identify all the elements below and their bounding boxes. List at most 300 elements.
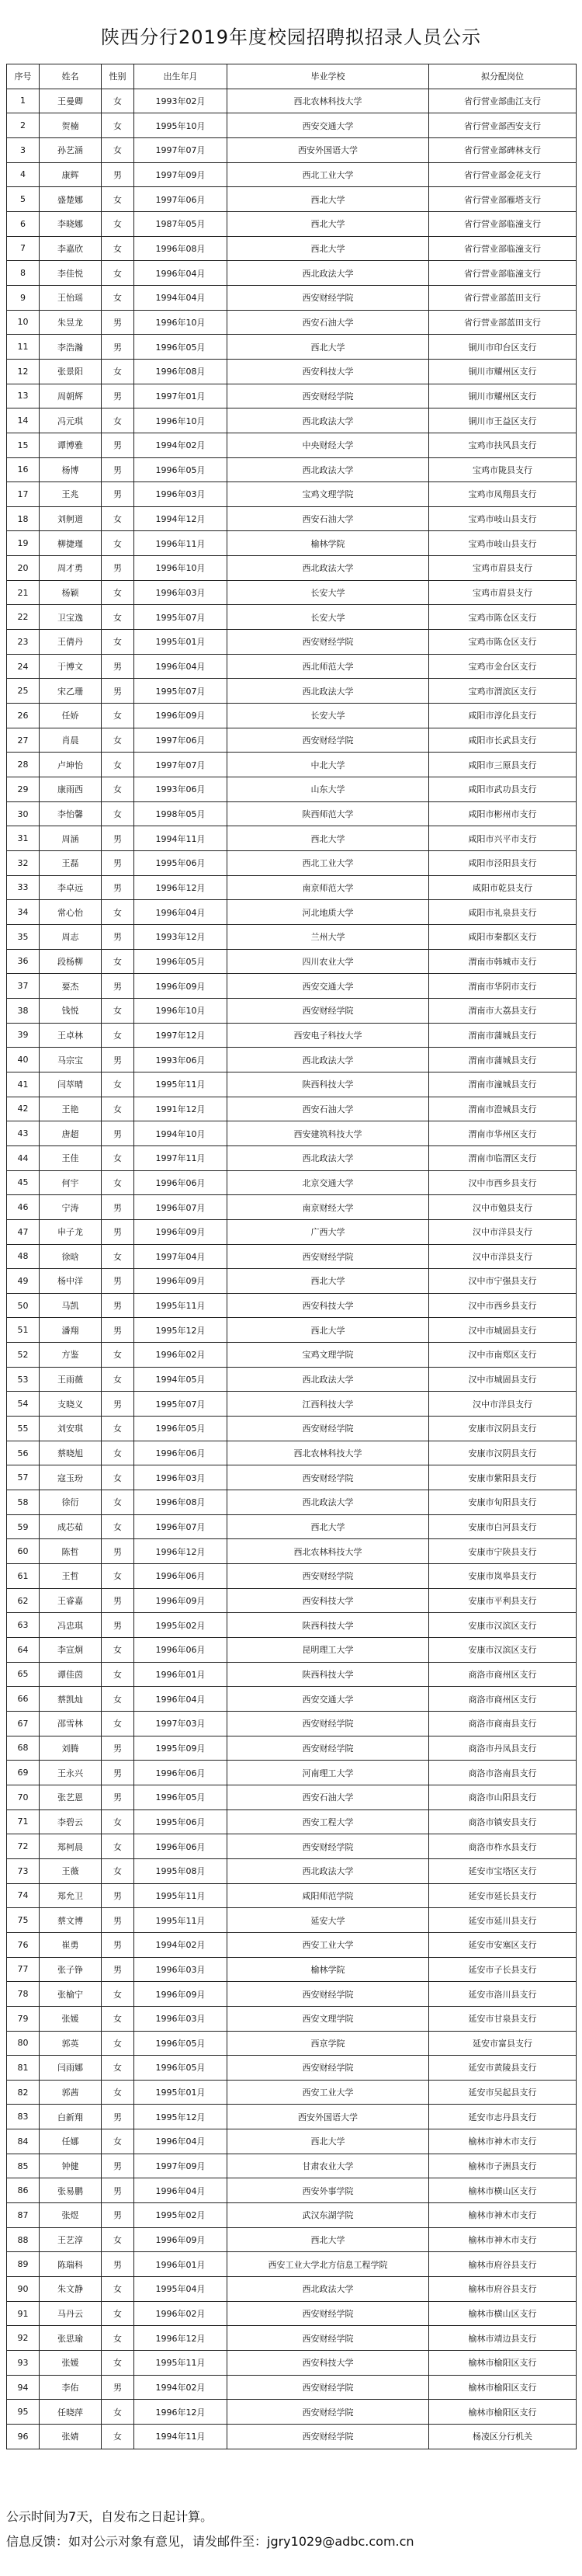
cell-gender: 男 xyxy=(102,1613,134,1638)
cell-position: 榆林市府谷县支行 xyxy=(429,2252,577,2277)
cell-school: 西北大学 xyxy=(227,1318,429,1343)
cell-name: 王倩丹 xyxy=(40,630,102,655)
table-row xyxy=(7,2105,577,2129)
cell-name: 冯忠琪 xyxy=(40,1613,102,1638)
cell-birth: 1993年06月 xyxy=(134,1048,227,1072)
table-row xyxy=(7,1564,577,1589)
table-row xyxy=(7,408,577,433)
table-row xyxy=(7,1809,577,1834)
cell-birth: 1998年05月 xyxy=(134,801,227,826)
cell-position: 宝鸡市岐山县支行 xyxy=(429,506,577,531)
cell-index: 71 xyxy=(7,1809,40,1834)
cell-position: 延安市志丹县支行 xyxy=(429,2105,577,2129)
cell-school: 西北政法大学 xyxy=(227,261,429,286)
cell-name: 周涵 xyxy=(40,826,102,851)
cell-index: 35 xyxy=(7,924,40,949)
cell-birth: 1996年02月 xyxy=(134,1343,227,1368)
cell-birth: 1994年04月 xyxy=(134,285,227,310)
cell-index: 36 xyxy=(7,949,40,974)
cell-name: 杨中洋 xyxy=(40,1269,102,1294)
cell-position: 延安市延川县支行 xyxy=(429,1908,577,1933)
table-row xyxy=(7,1883,577,1908)
cell-name: 陈瑞科 xyxy=(40,2252,102,2277)
cell-position: 榆林市靖边县支行 xyxy=(429,2326,577,2351)
cell-name: 钟健 xyxy=(40,2154,102,2178)
cell-birth: 1996年01月 xyxy=(134,2252,227,2277)
table-row xyxy=(7,1465,577,1490)
cell-gender: 男 xyxy=(102,851,134,876)
cell-school: 西北政法大学 xyxy=(227,1367,429,1392)
cell-birth: 1996年03月 xyxy=(134,580,227,605)
cell-position: 商洛市镇安县支行 xyxy=(429,1809,577,1834)
cell-birth: 1997年11月 xyxy=(134,1145,227,1170)
cell-gender: 女 xyxy=(102,2006,134,2031)
cell-position: 榆林市榆阳区支行 xyxy=(429,2351,577,2376)
table-row xyxy=(7,1539,577,1564)
cell-index: 21 xyxy=(7,580,40,605)
cell-gender: 男 xyxy=(102,1293,134,1318)
cell-gender: 男 xyxy=(102,1219,134,1244)
cell-position: 宝鸡市陇县支行 xyxy=(429,457,577,482)
cell-school: 西安工业大学 xyxy=(227,1932,429,1957)
cell-school: 西北政法大学 xyxy=(227,556,429,581)
cell-name: 谭佳茵 xyxy=(40,1662,102,1687)
cell-index: 77 xyxy=(7,1957,40,1982)
cell-gender: 女 xyxy=(102,1638,134,1663)
cell-birth: 1996年09月 xyxy=(134,1269,227,1294)
cell-school: 西北大学 xyxy=(227,187,429,212)
cell-gender: 女 xyxy=(102,1097,134,1121)
cell-gender: 男 xyxy=(102,654,134,679)
cell-school: 陕西科技大学 xyxy=(227,1613,429,1638)
cell-index: 14 xyxy=(7,408,40,433)
cell-index: 69 xyxy=(7,1761,40,1785)
cell-school: 中央财经大学 xyxy=(227,433,429,457)
cell-position: 咸阳市秦都区支行 xyxy=(429,924,577,949)
table-row xyxy=(7,1417,577,1441)
cell-index: 17 xyxy=(7,482,40,507)
cell-name: 王佳 xyxy=(40,1145,102,1170)
cell-index: 49 xyxy=(7,1269,40,1294)
cell-index: 58 xyxy=(7,1490,40,1515)
cell-position: 省行营业部临潼支行 xyxy=(429,236,577,261)
table-row xyxy=(7,531,577,556)
cell-position: 汉中市城固县支行 xyxy=(429,1318,577,1343)
cell-school: 西安财经学院 xyxy=(227,384,429,408)
cell-index: 39 xyxy=(7,1023,40,1048)
cell-position: 榆林市榆阳区支行 xyxy=(429,2375,577,2400)
table-row xyxy=(7,187,577,212)
table-header-row xyxy=(7,64,577,89)
cell-name: 张婧 xyxy=(40,2425,102,2449)
table-row xyxy=(7,285,577,310)
cell-name: 蔡文博 xyxy=(40,1908,102,1933)
cell-birth: 1996年06月 xyxy=(134,1564,227,1589)
cell-position: 延安市黄陵县支行 xyxy=(429,2056,577,2081)
cell-school: 广西大学 xyxy=(227,1219,429,1244)
cell-school: 西安财经学院 xyxy=(227,2301,429,2326)
cell-index: 79 xyxy=(7,2006,40,2031)
cell-school: 西北政法大学 xyxy=(227,679,429,704)
cell-school: 西北政法大学 xyxy=(227,1858,429,1883)
table-row xyxy=(7,1293,577,1318)
cell-school: 西安工程大学 xyxy=(227,1809,429,1834)
cell-index: 37 xyxy=(7,974,40,999)
cell-index: 6 xyxy=(7,211,40,236)
cell-birth: 1996年06月 xyxy=(134,1441,227,1465)
cell-school: 榆林学院 xyxy=(227,531,429,556)
cell-birth: 1993年06月 xyxy=(134,777,227,802)
cell-index: 66 xyxy=(7,1687,40,1712)
cell-birth: 1996年03月 xyxy=(134,482,227,507)
cell-name: 柳捷瑾 xyxy=(40,531,102,556)
cell-gender: 女 xyxy=(102,704,134,728)
cell-school: 南京师范大学 xyxy=(227,875,429,900)
cell-birth: 1996年06月 xyxy=(134,1761,227,1785)
cell-position: 延安市富县支行 xyxy=(429,2031,577,2056)
cell-birth: 1996年08月 xyxy=(134,236,227,261)
table-row xyxy=(7,1514,577,1539)
cell-name: 何宇 xyxy=(40,1170,102,1195)
cell-name: 周才勇 xyxy=(40,556,102,581)
cell-index: 54 xyxy=(7,1392,40,1417)
cell-birth: 1995年04月 xyxy=(134,2277,227,2302)
cell-index: 51 xyxy=(7,1318,40,1343)
cell-index: 28 xyxy=(7,753,40,777)
cell-name: 申子龙 xyxy=(40,1219,102,1244)
cell-position: 汉中市宁强县支行 xyxy=(429,1269,577,1294)
table-row xyxy=(7,1932,577,1957)
cell-birth: 1993年12月 xyxy=(134,924,227,949)
cell-gender: 女 xyxy=(102,2277,134,2302)
cell-birth: 1994年02月 xyxy=(134,2375,227,2400)
cell-name: 张榆宁 xyxy=(40,1982,102,2007)
table-row xyxy=(7,605,577,630)
cell-school: 西北农林科技大学 xyxy=(227,1539,429,1564)
cell-name: 常心怡 xyxy=(40,900,102,925)
cell-name: 张思瑜 xyxy=(40,2326,102,2351)
cell-gender: 男 xyxy=(102,2154,134,2178)
cell-index: 11 xyxy=(7,335,40,360)
cell-index: 40 xyxy=(7,1048,40,1072)
page-title: 陕西分行2019年度校园招聘拟招录人员公示 xyxy=(100,26,482,48)
cell-gender: 男 xyxy=(102,679,134,704)
table-row xyxy=(7,2301,577,2326)
cell-name: 王哲 xyxy=(40,1564,102,1589)
cell-name: 郑允卫 xyxy=(40,1883,102,1908)
cell-position: 安康市平利县支行 xyxy=(429,1588,577,1613)
cell-index: 23 xyxy=(7,630,40,655)
cell-birth: 1996年07月 xyxy=(134,1195,227,1220)
table-row xyxy=(7,556,577,581)
cell-name: 马凯 xyxy=(40,1293,102,1318)
cell-birth: 1996年03月 xyxy=(134,1465,227,1490)
cell-school: 西北工业大学 xyxy=(227,162,429,187)
cell-school: 西北大学 xyxy=(227,236,429,261)
cell-index: 12 xyxy=(7,359,40,384)
cell-school: 西安财经学院 xyxy=(227,2375,429,2400)
header-position: 拟分配岗位 xyxy=(429,64,577,89)
cell-gender: 女 xyxy=(102,998,134,1023)
cell-name: 刘安琪 xyxy=(40,1417,102,1441)
cell-gender: 女 xyxy=(102,285,134,310)
cell-index: 70 xyxy=(7,1785,40,1809)
cell-birth: 1997年09月 xyxy=(134,2154,227,2178)
cell-gender: 女 xyxy=(102,1465,134,1490)
cell-index: 89 xyxy=(7,2252,40,2277)
cell-position: 汉中市洋县支行 xyxy=(429,1244,577,1269)
table-row xyxy=(7,310,577,335)
cell-birth: 1995年11月 xyxy=(134,1908,227,1933)
cell-school: 河南理工大学 xyxy=(227,1761,429,1785)
cell-gender: 女 xyxy=(102,359,134,384)
cell-name: 陈哲 xyxy=(40,1539,102,1564)
cell-index: 44 xyxy=(7,1145,40,1170)
cell-birth: 1995年12月 xyxy=(134,2105,227,2129)
cell-name: 宁涛 xyxy=(40,1195,102,1220)
cell-index: 8 xyxy=(7,261,40,286)
cell-birth: 1996年01月 xyxy=(134,1662,227,1687)
cell-index: 84 xyxy=(7,2129,40,2154)
cell-gender: 男 xyxy=(102,335,134,360)
cell-index: 83 xyxy=(7,2105,40,2129)
cell-gender: 女 xyxy=(102,2227,134,2252)
cell-index: 82 xyxy=(7,2080,40,2105)
cell-index: 88 xyxy=(7,2227,40,2252)
cell-birth: 1995年07月 xyxy=(134,1392,227,1417)
cell-school: 西北政法大学 xyxy=(227,2277,429,2302)
cell-name: 王磊 xyxy=(40,851,102,876)
table-row xyxy=(7,1244,577,1269)
cell-gender: 男 xyxy=(102,1392,134,1417)
cell-gender: 女 xyxy=(102,1809,134,1834)
table-row xyxy=(7,777,577,802)
cell-birth: 1996年11月 xyxy=(134,531,227,556)
cell-index: 64 xyxy=(7,1638,40,1663)
table-row xyxy=(7,236,577,261)
cell-school: 长安大学 xyxy=(227,704,429,728)
cell-name: 段杨柳 xyxy=(40,949,102,974)
cell-position: 咸阳市武功县支行 xyxy=(429,777,577,802)
cell-birth: 1996年12月 xyxy=(134,1539,227,1564)
cell-index: 81 xyxy=(7,2056,40,2081)
cell-school: 长安大学 xyxy=(227,605,429,630)
cell-gender: 女 xyxy=(102,630,134,655)
cell-position: 安康市白河县支行 xyxy=(429,1514,577,1539)
cell-school: 西北大学 xyxy=(227,1269,429,1294)
table-row xyxy=(7,1957,577,1982)
cell-gender: 女 xyxy=(102,2129,134,2154)
cell-index: 1 xyxy=(7,89,40,113)
cell-name: 成芯茹 xyxy=(40,1514,102,1539)
table-row xyxy=(7,1097,577,1121)
cell-school: 西京学院 xyxy=(227,2031,429,2056)
applicant-table xyxy=(6,64,577,2449)
table-row xyxy=(7,900,577,925)
cell-school: 宝鸡文理学院 xyxy=(227,482,429,507)
cell-index: 53 xyxy=(7,1367,40,1392)
cell-position: 渭南市蒲城县支行 xyxy=(429,1023,577,1048)
cell-birth: 1994年11月 xyxy=(134,826,227,851)
cell-name: 张艺恩 xyxy=(40,1785,102,1809)
cell-gender: 女 xyxy=(102,2425,134,2449)
cell-gender: 男 xyxy=(102,2105,134,2129)
cell-gender: 女 xyxy=(102,1858,134,1883)
cell-position: 杨凌区分行机关 xyxy=(429,2425,577,2449)
cell-school: 陕西科技大学 xyxy=(227,1662,429,1687)
cell-school: 兰州大学 xyxy=(227,924,429,949)
table-row xyxy=(7,1343,577,1368)
table-row xyxy=(7,2400,577,2425)
cell-position: 榆林市子洲县支行 xyxy=(429,2154,577,2178)
cell-gender: 女 xyxy=(102,113,134,138)
cell-gender: 男 xyxy=(102,162,134,187)
cell-birth: 1995年11月 xyxy=(134,1883,227,1908)
cell-name: 方鉴 xyxy=(40,1343,102,1368)
cell-birth: 1996年04月 xyxy=(134,654,227,679)
cell-gender: 男 xyxy=(102,974,134,999)
cell-gender: 女 xyxy=(102,728,134,753)
table-row xyxy=(7,875,577,900)
cell-position: 商洛市商南县支行 xyxy=(429,1711,577,1736)
cell-position: 渭南市蒲城县支行 xyxy=(429,1048,577,1072)
cell-gender: 男 xyxy=(102,457,134,482)
cell-position: 咸阳市淳化县支行 xyxy=(429,704,577,728)
table-row xyxy=(7,137,577,162)
cell-name: 王曼卿 xyxy=(40,89,102,113)
cell-gender: 男 xyxy=(102,826,134,851)
cell-position: 咸阳市彬州市支行 xyxy=(429,801,577,826)
cell-birth: 1996年05月 xyxy=(134,949,227,974)
cell-name: 王雨薇 xyxy=(40,1367,102,1392)
cell-name: 徐晗 xyxy=(40,1244,102,1269)
cell-position: 省行营业部金花支行 xyxy=(429,162,577,187)
table-row xyxy=(7,851,577,876)
cell-position: 省行营业部西安支行 xyxy=(429,113,577,138)
table-row xyxy=(7,728,577,753)
cell-school: 西安石油大学 xyxy=(227,1785,429,1809)
cell-school: 陕西师范大学 xyxy=(227,801,429,826)
cell-name: 卫宝逸 xyxy=(40,605,102,630)
cell-index: 93 xyxy=(7,2351,40,2376)
cell-position: 延安市吴起县支行 xyxy=(429,2080,577,2105)
cell-position: 延安市洛川县支行 xyxy=(429,1982,577,2007)
table-row xyxy=(7,1858,577,1883)
cell-school: 四川农业大学 xyxy=(227,949,429,974)
cell-school: 西北大学 xyxy=(227,335,429,360)
cell-name: 朱文静 xyxy=(40,2277,102,2302)
notice-feedback: 信息反馈：如对公示对象有意见，请发邮件至：jgry1029@adbc.com.cn xyxy=(6,2534,414,2549)
cell-index: 95 xyxy=(7,2400,40,2425)
cell-name: 李佑 xyxy=(40,2375,102,2400)
cell-birth: 1996年10月 xyxy=(134,556,227,581)
cell-name: 闫萃晴 xyxy=(40,1072,102,1097)
cell-gender: 女 xyxy=(102,506,134,531)
cell-school: 西安工业大学 xyxy=(227,2080,429,2105)
cell-name: 王艺淳 xyxy=(40,2227,102,2252)
cell-name: 张易鹏 xyxy=(40,2178,102,2203)
cell-birth: 1996年02月 xyxy=(134,2301,227,2326)
cell-birth: 1996年12月 xyxy=(134,2400,227,2425)
cell-index: 32 xyxy=(7,851,40,876)
table-row xyxy=(7,949,577,974)
cell-position: 榆林市府谷县支行 xyxy=(429,2277,577,2302)
cell-birth: 1996年09月 xyxy=(134,1588,227,1613)
cell-name: 崔勇 xyxy=(40,1932,102,1957)
cell-birth: 1996年05月 xyxy=(134,1417,227,1441)
cell-birth: 1996年04月 xyxy=(134,1687,227,1712)
cell-position: 安康市汉阴县支行 xyxy=(429,1417,577,1441)
table-row xyxy=(7,924,577,949)
cell-position: 安康市宁陕县支行 xyxy=(429,1539,577,1564)
cell-birth: 1994年05月 xyxy=(134,1367,227,1392)
cell-position: 省行营业部临潼支行 xyxy=(429,261,577,286)
cell-birth: 1996年05月 xyxy=(134,1785,227,1809)
table-row xyxy=(7,801,577,826)
cell-gender: 女 xyxy=(102,1441,134,1465)
cell-school: 西安财经学院 xyxy=(227,1982,429,2007)
cell-gender: 男 xyxy=(102,556,134,581)
cell-school: 西北政法大学 xyxy=(227,408,429,433)
cell-school: 西安科技大学 xyxy=(227,1293,429,1318)
cell-index: 26 xyxy=(7,704,40,728)
table-row xyxy=(7,2227,577,2252)
cell-position: 渭南市大荔县支行 xyxy=(429,998,577,1023)
cell-position: 咸阳市长武县支行 xyxy=(429,728,577,753)
table-row xyxy=(7,1638,577,1663)
table-row xyxy=(7,654,577,679)
cell-name: 孙艺涵 xyxy=(40,137,102,162)
table-row xyxy=(7,457,577,482)
cell-position: 汉中市城固县支行 xyxy=(429,1367,577,1392)
cell-school: 武汉东湖学院 xyxy=(227,2203,429,2228)
cell-name: 谭博雅 xyxy=(40,433,102,457)
cell-position: 宝鸡市眉县支行 xyxy=(429,580,577,605)
cell-gender: 女 xyxy=(102,1170,134,1195)
cell-name: 闫雨娜 xyxy=(40,2056,102,2081)
cell-position: 省行营业部雁塔支行 xyxy=(429,187,577,212)
cell-position: 商洛市洛南县支行 xyxy=(429,1761,577,1785)
cell-school: 西安财经学院 xyxy=(227,998,429,1023)
cell-birth: 1997年01月 xyxy=(134,384,227,408)
cell-name: 马宗宝 xyxy=(40,1048,102,1072)
cell-birth: 1994年10月 xyxy=(134,1121,227,1146)
cell-gender: 女 xyxy=(102,2301,134,2326)
cell-name: 宋乙珊 xyxy=(40,679,102,704)
table-row xyxy=(7,1711,577,1736)
cell-gender: 女 xyxy=(102,1687,134,1712)
cell-birth: 1995年11月 xyxy=(134,1072,227,1097)
cell-school: 西安财经学院 xyxy=(227,630,429,655)
cell-gender: 男 xyxy=(102,1957,134,1982)
cell-position: 延安市延长县支行 xyxy=(429,1883,577,1908)
cell-index: 31 xyxy=(7,826,40,851)
cell-birth: 1996年09月 xyxy=(134,974,227,999)
cell-school: 西安财经学院 xyxy=(227,2056,429,2081)
table-row xyxy=(7,1736,577,1761)
cell-name: 钱悦 xyxy=(40,998,102,1023)
table-row xyxy=(7,2178,577,2203)
cell-school: 西北工业大学 xyxy=(227,851,429,876)
cell-index: 30 xyxy=(7,801,40,826)
cell-birth: 1995年12月 xyxy=(134,1318,227,1343)
cell-birth: 1996年05月 xyxy=(134,335,227,360)
cell-gender: 女 xyxy=(102,1514,134,1539)
cell-gender: 女 xyxy=(102,2351,134,2376)
cell-school: 江西科技大学 xyxy=(227,1392,429,1417)
cell-name: 冯元琪 xyxy=(40,408,102,433)
cell-index: 42 xyxy=(7,1097,40,1121)
